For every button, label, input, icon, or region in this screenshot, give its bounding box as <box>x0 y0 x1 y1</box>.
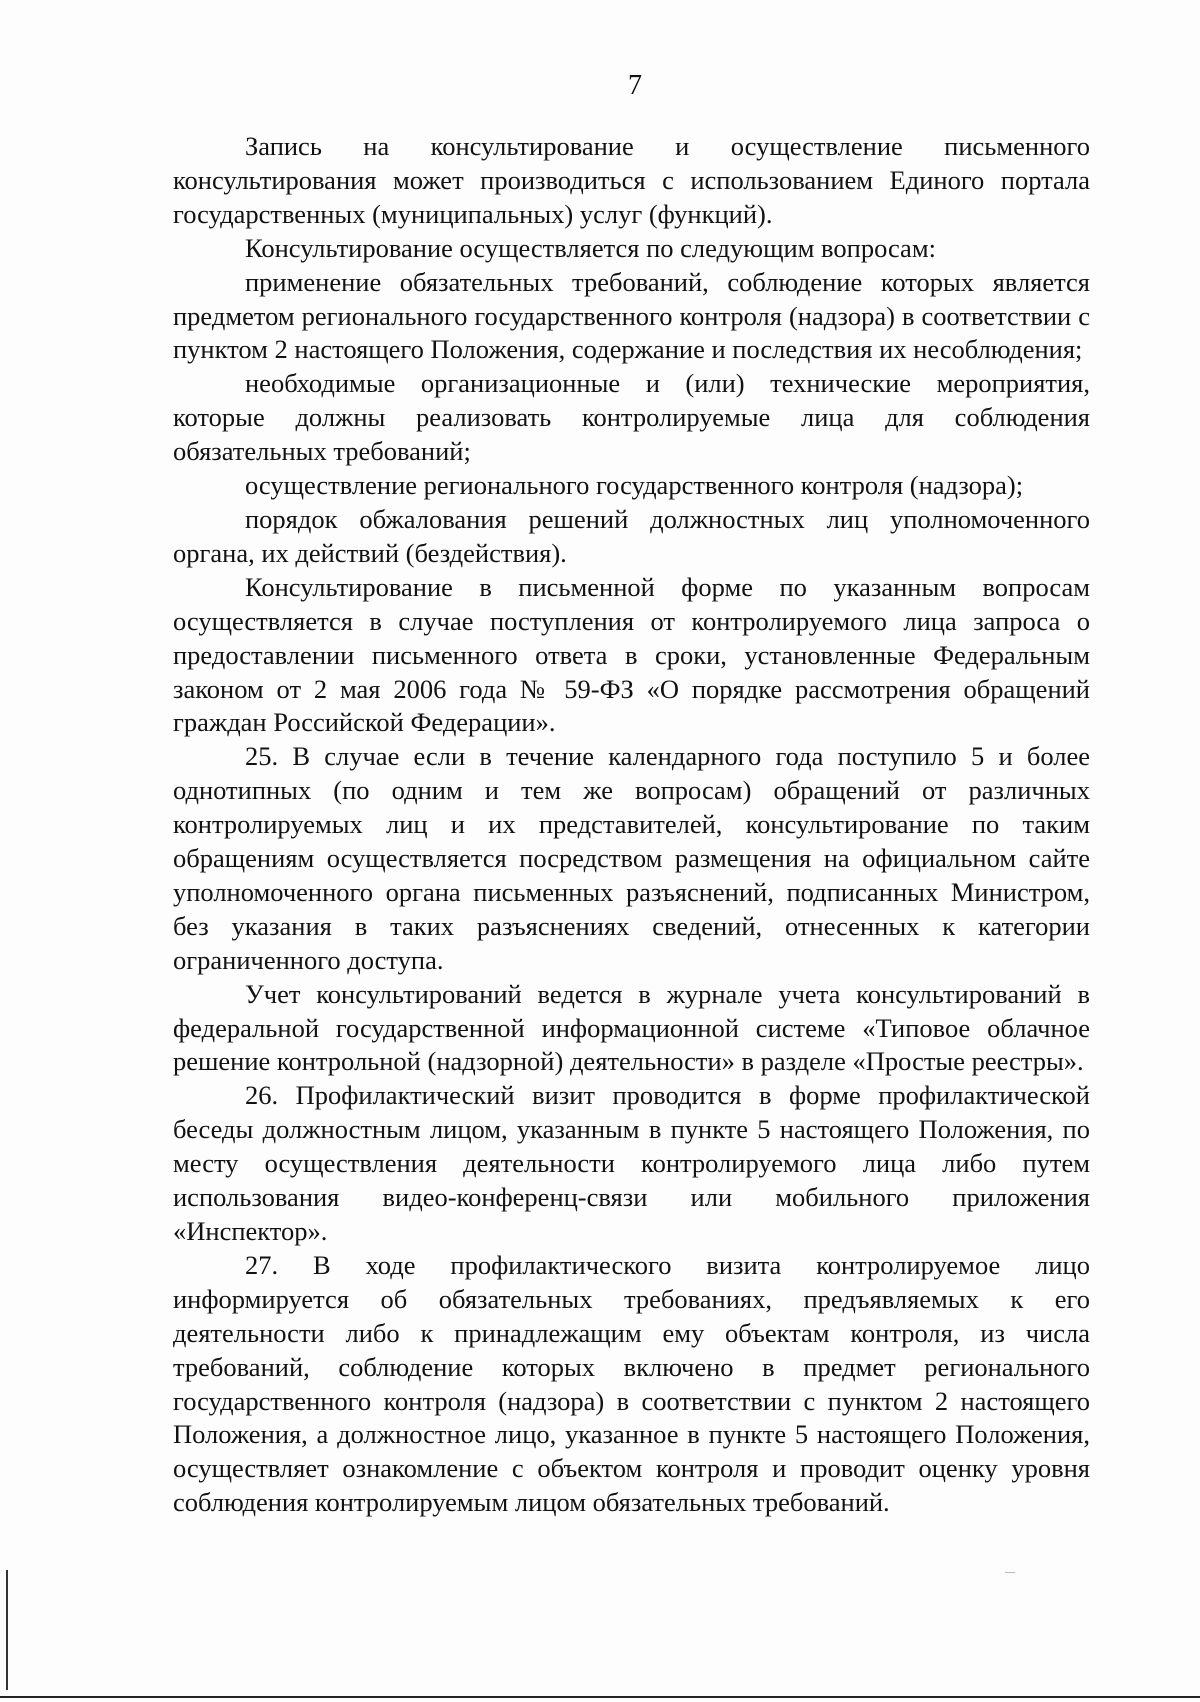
paragraph: Консультирование в письменной форме по указанным вопросам осуществляется в случае поступления от контролируемого лица запроса о предоставлении письменного ответа в сроки, установленные Федеральным законом от 2 мая 2006 года № 59-ФЗ «О порядке рассмотрения обращений граждан Российской Федерации». <box>173 571 1090 738</box>
paragraph: осуществление регионального государственного контроля (надзора); <box>245 470 1024 501</box>
paragraph: 27. В ходе профилактического визита контролируемое лицо информируется об обязательных требованиях, предъявляемых к его деятельности либо к принадлежащим ему объектам контроля, из числа требований, соблюдение которых включено в предмет регионального государственного контроля (надзора) в соответствии с пунктом 2 настоящего Положения, а должностное лицо, указанное в пункте 5 настоящего Положения, осуществляет ознакомление с объектом контроля и проводит оценку уровня соблюдения контролируемым лицом обязательных требований. <box>173 1249 1090 1518</box>
paragraph: 25. В случае если в течение календарного года поступило 5 и более однотипных (по одним и тем же вопросам) обращений от различных контролируемых лиц и их представителей, консультирование по таким обращениям осуществляется посредством размещения на официальном сайте уполномоченного органа письменных разъяснений, подписанных Министром, без указания в таких разъяснениях сведений, отнесенных к категории ограниченного доступа. <box>173 741 1090 975</box>
paragraph: 26. Профилактический визит проводится в форме профилактической беседы должностным лицом, указанным в пункте 5 настоящего Положения, по месту осуществления деятельности контролируемого лица либо путем использования видео-конференц-связи или мобильного приложения «Инспектор». <box>173 1080 1090 1246</box>
paragraph: порядок обжалования решений должностных лиц уполномоченного органа, их действий (бездействия). <box>173 503 1090 568</box>
paragraph: Запись на консультирование и осуществление письменного консультирования может производиться с использованием Единого портала государственных (муниципальных) услуг (функций). <box>173 131 1090 229</box>
paragraph: Учет консультирований ведется в журнале учета консультирований в федеральной государственной информационной системе «Типовое облачное решение контрольной (надзорной) деятельности» в разделе «Простые реестры». <box>173 978 1090 1077</box>
scan-edge-bottom <box>0 1696 1200 1698</box>
page-number: 7 <box>628 70 642 101</box>
paragraph: необходимые организационные и (или) технические мероприятия, которые должны реализовать контролируемые лица для соблюдения обязательных требований; <box>173 368 1090 467</box>
scan-edge-left <box>6 1570 8 1690</box>
document-body <box>173 130 1090 1520</box>
paragraph: применение обязательных требований, соблюдение которых является предметом регионального государственного контроля (надзора) в соответствии с пунктом 2 настоящего Положения, содержание и последствия их несоблюдения; <box>173 266 1090 365</box>
scan-speck <box>1005 1572 1015 1573</box>
paragraph: Консультирование осуществляется по следующим вопросам: <box>245 232 936 263</box>
